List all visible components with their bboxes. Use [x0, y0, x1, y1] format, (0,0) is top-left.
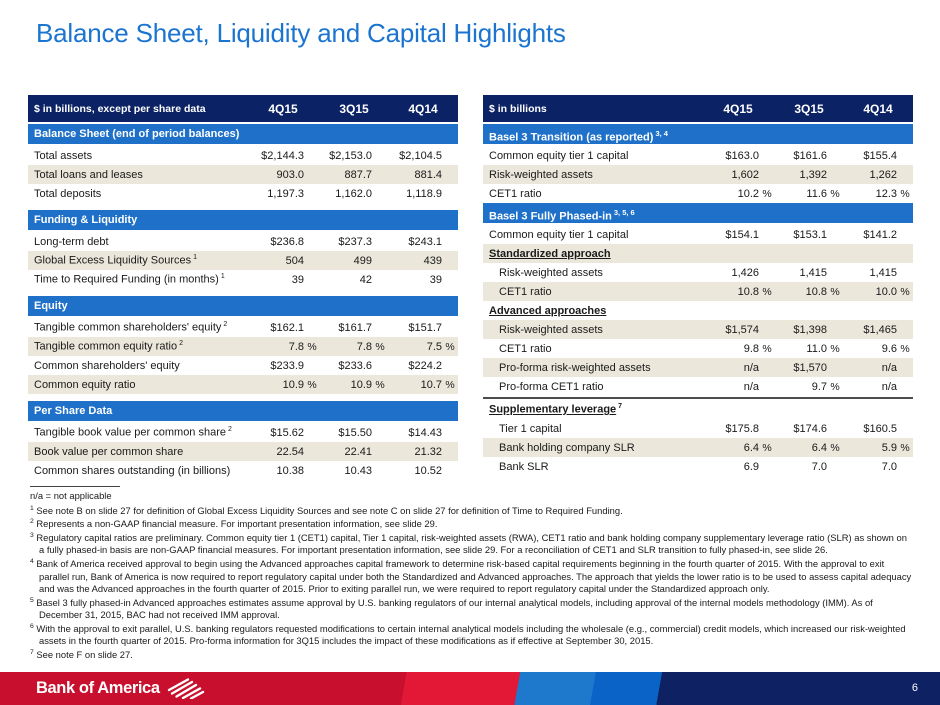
- table-row: [28, 270, 458, 289]
- row-label-text: CET1 ratio: [499, 342, 552, 355]
- subheader-label: Supplementary leverage: [489, 403, 617, 416]
- value-cell: $141.2: [863, 228, 897, 241]
- value-cell: 22.41: [344, 445, 372, 458]
- value-cell: 7.8: [356, 340, 372, 353]
- value-cell: 10.2: [737, 187, 759, 200]
- percent-sign: %: [445, 378, 455, 391]
- value-cell: $224.2: [408, 359, 442, 372]
- value-cell: 11.6: [806, 187, 827, 200]
- value-cell: 1,602: [731, 168, 759, 181]
- value-cell: 10.43: [344, 464, 372, 477]
- row-label: [28, 321, 246, 334]
- logo-text: Bank of America: [36, 678, 160, 697]
- percent-sign: %: [375, 340, 385, 353]
- footnote-rule: [30, 486, 120, 487]
- value-cell: 881.4: [414, 168, 442, 181]
- section-label: Funding & Liquidity: [34, 214, 138, 226]
- subheader-label: Standardized approach: [489, 247, 611, 260]
- row-label-text: Common equity tier 1 capital: [489, 149, 629, 162]
- value-cell: 7.0: [811, 460, 827, 473]
- column-header-3q15: 3Q15: [794, 101, 824, 116]
- value-cell: 10.38: [276, 464, 304, 477]
- value-cell: 39: [291, 273, 304, 286]
- section-label: Basel 3 Transition (as reported): [489, 131, 654, 144]
- value-cell: 10.7: [420, 378, 442, 391]
- value-cell: $15.62: [270, 426, 304, 439]
- subheader-label-cell: [483, 248, 913, 260]
- row-label: [483, 362, 701, 374]
- row-label: [483, 229, 701, 241]
- value-cell: 6.4: [743, 441, 759, 454]
- value-cell: 7.5: [426, 340, 442, 353]
- column-header-4q14: 4Q14: [408, 101, 438, 116]
- table-row: [483, 358, 913, 377]
- footnote-marker: 2: [223, 321, 228, 329]
- value-cell: 1,426: [731, 266, 759, 279]
- footnote-marker: 2: [228, 426, 232, 434]
- row-label: [483, 267, 701, 279]
- table-section-header: [28, 296, 458, 318]
- footnote-item: [30, 557, 914, 596]
- value-cell: 504: [285, 254, 304, 267]
- footnote-item: [30, 648, 914, 662]
- footnote-marker: 7: [618, 403, 623, 411]
- value-cell: $154.1: [725, 228, 759, 241]
- row-label-text: Bank holding company SLR: [499, 441, 635, 454]
- table-row: [483, 339, 913, 358]
- table-row: [28, 318, 458, 337]
- balance-sheet-table: [28, 95, 458, 480]
- footnote-item: [30, 504, 914, 518]
- value-cell: 1,197.3: [267, 187, 304, 200]
- value-cell: n/a: [881, 380, 897, 393]
- row-label-text: Pro-forma risk-weighted assets: [499, 361, 651, 374]
- value-cell: n/a: [743, 380, 759, 393]
- footnote-text: Regulatory capital ratios are preliminary. Common equity tier 1 (CET1) capital, Tier 1 capital, risk-weighted assets (RWA), CET1 ratio and bank holding company supplementary leverage ratio (SLR) as shown on a fully phased-in basis are non-GAAP financial measures. For important presentation information, see slide 29. For a reconciliation of CET1 and SLR transition to fully phased-in, see slide 26.: [36, 531, 907, 556]
- footnotes: [30, 486, 914, 661]
- footnote-text: With the approval to exit parallel, U.S. banking regulators requested modifications to certain internal analytical models including the wholesale (e.g., commercial) credit models, which increased our risk-weighted assets in the fourth quarter of 2015. Pro-forma information for 3Q15 includes the impact of these modifications as if effective at September 30, 2015.: [36, 622, 906, 647]
- subheader-label: Advanced approaches: [489, 304, 607, 317]
- value-cell: $236.8: [270, 235, 304, 248]
- row-label-text: CET1 ratio: [499, 285, 552, 298]
- table-row: [28, 232, 458, 251]
- percent-sign: %: [830, 285, 840, 298]
- row-label: [483, 442, 701, 454]
- value-cell: n/a: [743, 361, 759, 374]
- row-label: [28, 188, 246, 200]
- row-label-text: Tangible book value per common share: [34, 426, 227, 439]
- value-cell: $2,104.5: [399, 149, 442, 162]
- row-label: [483, 150, 701, 162]
- value-cell: 7.0: [881, 460, 897, 473]
- value-cell: 10.0: [875, 285, 897, 298]
- row-label-text: Common equity ratio: [34, 378, 136, 391]
- page-title: Balance Sheet, Liquidity and Capital Highlights: [36, 18, 566, 48]
- row-label-text: Total loans and leases: [34, 168, 143, 181]
- value-cell: 499: [353, 254, 372, 267]
- value-cell: $243.1: [408, 235, 442, 248]
- section-divider: [483, 397, 913, 399]
- bofa-flag-icon: [167, 677, 205, 699]
- value-cell: 11.0: [806, 342, 827, 355]
- row-label-text: Long-term debt: [34, 235, 109, 248]
- footnote-item: [30, 596, 914, 622]
- percent-sign: %: [900, 285, 910, 298]
- table-row: [28, 442, 458, 461]
- footnote-marker: 3: [30, 531, 34, 539]
- percent-sign: %: [900, 342, 910, 355]
- footnote-marker: 4: [30, 557, 34, 565]
- value-cell: 1,162.0: [335, 187, 372, 200]
- row-label-text: Tier 1 capital: [499, 422, 562, 435]
- row-label: [483, 381, 701, 393]
- percent-sign: %: [762, 187, 772, 200]
- footnote-text: Represents a non-GAAP financial measure. For important presentation information, see slide 29.: [36, 518, 438, 530]
- value-cell: 903.0: [276, 168, 304, 181]
- row-label: [483, 423, 701, 435]
- value-cell: 1,415: [869, 266, 897, 279]
- footnote-list: [30, 504, 914, 662]
- table-row: [483, 457, 913, 476]
- table-row: [28, 375, 458, 394]
- value-cell: $160.5: [863, 422, 897, 435]
- section-gap: [28, 394, 458, 401]
- value-cell: 887.7: [344, 168, 372, 181]
- value-cell: 21.32: [414, 445, 442, 458]
- table-row: [28, 423, 458, 442]
- value-cell: $1,570: [793, 361, 827, 374]
- value-cell: $2,144.3: [261, 149, 304, 162]
- table-section-header: [28, 210, 458, 232]
- value-cell: $155.4: [863, 149, 897, 162]
- table-row: [483, 320, 913, 339]
- table-row: [483, 419, 913, 438]
- percent-sign: %: [830, 342, 840, 355]
- value-cell: $233.6: [338, 359, 372, 372]
- row-label: [28, 273, 246, 286]
- footnote-text: Bank of America received approval to begin using the Advanced approaches capital framework to determine risk-based capital requirements beginning in the fourth quarter of 2015. With the approval to exit parallel run, Bank of America is now required to report regulatory capital under both the Standardized and Advanced approaches. The approach that yields the lower ratio is to be used to assess capital adequacy and was the Advanced approaches in the fourth quarter of 2015. Prior to exiting parallel run, we were required to report regulatory capital under the Standardized approach only.: [36, 558, 912, 594]
- percent-sign: %: [762, 342, 772, 355]
- percent-sign: %: [445, 340, 455, 353]
- capital-table: [483, 95, 913, 476]
- row-label-text: Common shares outstanding (in billions): [34, 464, 231, 477]
- table-row: [28, 146, 458, 165]
- footnote-text: See note F on slide 27.: [36, 648, 133, 660]
- row-label-text: Common equity tier 1 capital: [489, 228, 629, 241]
- footnote-na-note: n/a = not applicable: [30, 490, 112, 501]
- percent-sign: %: [762, 285, 772, 298]
- row-label: [483, 461, 701, 473]
- footnote-marker: 1: [220, 273, 225, 281]
- value-cell: 42: [359, 273, 372, 286]
- row-label-text: Pro-forma CET1 ratio: [499, 380, 604, 393]
- table-row: [483, 377, 913, 396]
- value-cell: 7.8: [288, 340, 304, 353]
- table-unit-label: $ in billions, except per share data: [34, 102, 206, 115]
- row-label-text: Tangible common shareholders' equity: [34, 321, 222, 334]
- section-label: Basel 3 Fully Phased-in: [489, 210, 612, 223]
- value-cell: $151.7: [408, 321, 442, 334]
- value-cell: 6.4: [811, 441, 827, 454]
- column-header-3q15: 3Q15: [339, 101, 369, 116]
- table-section-header: [483, 203, 913, 225]
- table-subheader-row: [483, 244, 913, 263]
- row-label-text: Risk-weighted assets: [499, 323, 603, 336]
- row-label-text: Time to Required Funding (in months): [34, 273, 219, 286]
- value-cell: 1,415: [799, 266, 827, 279]
- row-label: [483, 188, 701, 200]
- table-header-row: [28, 95, 458, 124]
- row-label-text: Bank SLR: [499, 460, 549, 473]
- footer-band: [0, 672, 940, 705]
- value-cell: 39: [429, 273, 442, 286]
- row-label-text: CET1 ratio: [489, 187, 542, 200]
- percent-sign: %: [830, 187, 840, 200]
- footnote-item: [30, 531, 914, 557]
- row-label: [28, 465, 246, 477]
- row-label-text: Total deposits: [34, 187, 102, 200]
- value-cell: $15.50: [338, 426, 372, 439]
- value-cell: $1,398: [793, 323, 827, 336]
- value-cell: $174.6: [793, 422, 827, 435]
- table-header-row: [483, 95, 913, 124]
- row-label: [28, 169, 246, 181]
- table-row: [483, 263, 913, 282]
- row-label-text: Total assets: [34, 149, 93, 162]
- percent-sign: %: [830, 380, 840, 393]
- bank-of-america-logo: [36, 677, 205, 699]
- footnote-item: [30, 622, 914, 648]
- table-section-header: [28, 124, 458, 146]
- table-row: [28, 165, 458, 184]
- section-label: Balance Sheet (end of period balances): [34, 128, 240, 140]
- table-row: [28, 461, 458, 480]
- value-cell: $161.6: [793, 149, 827, 162]
- table-row: [483, 146, 913, 165]
- row-label: [483, 343, 701, 355]
- row-label: [28, 379, 246, 391]
- footnote-item: [30, 517, 914, 531]
- percent-sign: %: [307, 340, 317, 353]
- row-label-text: Global Excess Liquidity Sources: [34, 254, 192, 267]
- row-label: [28, 150, 246, 162]
- page-number: 6: [911, 682, 918, 694]
- column-header-4q15: 4Q15: [268, 101, 298, 116]
- value-cell: 22.54: [276, 445, 304, 458]
- footnote-marker: 1: [193, 254, 198, 262]
- row-label: [483, 169, 701, 181]
- row-label: [28, 360, 246, 372]
- value-cell: 1,262: [869, 168, 897, 181]
- value-cell: 10.8: [805, 285, 827, 298]
- row-label: [483, 286, 701, 298]
- row-label: [28, 446, 246, 458]
- value-cell: 6.9: [743, 460, 759, 473]
- footnote-marker: 1: [30, 504, 34, 512]
- row-label: [28, 426, 246, 439]
- value-cell: 10.52: [414, 464, 442, 477]
- value-cell: n/a: [881, 361, 897, 374]
- row-label: [28, 236, 246, 248]
- value-cell: $161.7: [338, 321, 372, 334]
- table-row: [483, 438, 913, 457]
- percent-sign: %: [307, 378, 317, 391]
- percent-sign: %: [830, 441, 840, 454]
- value-cell: 9.7: [811, 380, 827, 393]
- footnote-marker: 3, 4: [655, 129, 668, 138]
- table-row: [28, 184, 458, 203]
- table-row: [483, 282, 913, 301]
- table-body: [28, 124, 458, 480]
- row-label-text: Book value per common share: [34, 445, 184, 458]
- footnote-text: Basel 3 fully phased-in Advanced approaches estimates assume approval by U.S. banking regulators of our internal analytical models, including approval of the internal models methodology (IMM). As of December 31, 2015, BAC had not received IMM approval.: [36, 596, 873, 621]
- value-cell: $153.1: [793, 228, 827, 241]
- percent-sign: %: [900, 187, 910, 200]
- table-row: [28, 356, 458, 375]
- row-label-text: Risk-weighted assets: [499, 266, 603, 279]
- column-header-4q15: 4Q15: [723, 101, 753, 116]
- value-cell: 12.3: [875, 187, 897, 200]
- table-row: [483, 225, 913, 244]
- value-cell: 1,118.9: [406, 187, 442, 200]
- table-subheader-row: [483, 301, 913, 320]
- footnote-marker: 2: [30, 518, 34, 526]
- row-label-text: Tangible common equity ratio: [34, 340, 178, 353]
- value-cell: $14.43: [408, 426, 442, 439]
- table-row: [483, 184, 913, 203]
- section-gap: [28, 289, 458, 296]
- section-label: Per Share Data: [34, 405, 113, 417]
- section-label: Equity: [34, 300, 68, 312]
- column-header-4q14: 4Q14: [863, 101, 893, 116]
- value-cell: 9.8: [743, 342, 759, 355]
- percent-sign: %: [900, 441, 910, 454]
- footnote-marker: 5: [30, 596, 34, 604]
- value-cell: 5.9: [881, 441, 897, 454]
- value-cell: 10.9: [282, 378, 304, 391]
- row-label: [28, 340, 246, 353]
- table-body: [483, 124, 913, 476]
- table-row: [28, 337, 458, 356]
- footnote-marker: 6: [30, 622, 34, 630]
- table-unit-label: $ in billions: [489, 102, 547, 115]
- subheader-label-cell: [483, 305, 913, 317]
- footnote-marker: 7: [30, 648, 34, 656]
- percent-sign: %: [375, 378, 385, 391]
- footnote-marker: 3, 5, 6: [613, 208, 635, 217]
- value-cell: $163.0: [725, 149, 759, 162]
- value-cell: $233.9: [270, 359, 304, 372]
- table-row: [483, 165, 913, 184]
- value-cell: 439: [423, 254, 442, 267]
- row-label-text: Common shareholders' equity: [34, 359, 180, 372]
- value-cell: $175.8: [725, 422, 759, 435]
- value-cell: 1,392: [799, 168, 827, 181]
- table-section-header: [28, 401, 458, 423]
- value-cell: 9.6: [881, 342, 897, 355]
- section-gap: [28, 203, 458, 210]
- footnote-marker: 2: [179, 340, 183, 348]
- value-cell: $2,153.0: [329, 149, 372, 162]
- value-cell: $162.1: [270, 321, 304, 334]
- row-label-text: Risk-weighted assets: [489, 168, 593, 181]
- footnote-text: See note B on slide 27 for definition of Global Excess Liquidity Sources and see note C on slide 27 for definition of Time to Required Funding.: [36, 504, 623, 516]
- value-cell: 10.8: [737, 285, 759, 298]
- row-label: [483, 324, 701, 336]
- table-subheader-row: [483, 400, 913, 419]
- percent-sign: %: [762, 441, 772, 454]
- row-label: [28, 254, 246, 267]
- value-cell: $237.3: [338, 235, 372, 248]
- table-row: [28, 251, 458, 270]
- value-cell: $1,465: [863, 323, 897, 336]
- value-cell: $1,574: [725, 323, 759, 336]
- table-section-header: [483, 124, 913, 146]
- value-cell: 10.9: [350, 378, 372, 391]
- subheader-label-cell: [483, 403, 913, 416]
